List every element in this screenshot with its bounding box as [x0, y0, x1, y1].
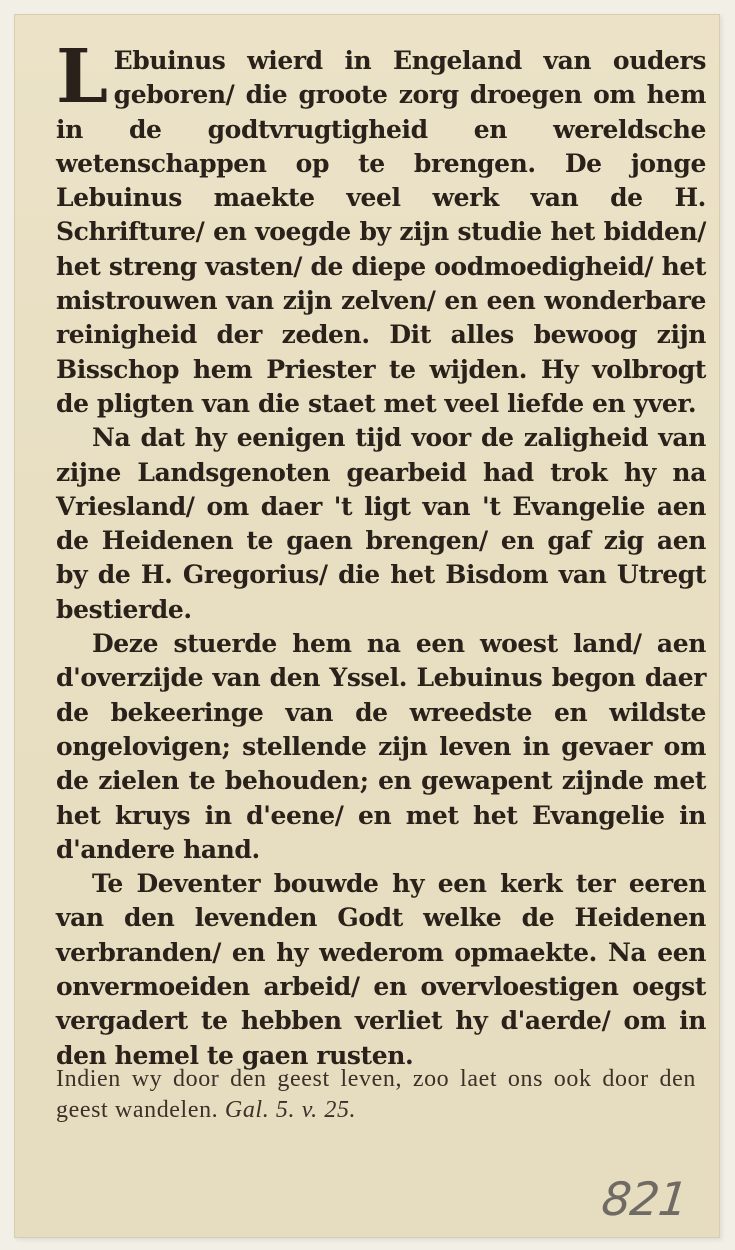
paragraph-3: Deze stuerde hem na een woest land/ aen d'overzijde van den Yssel. Lebuinus begon daer de bekeeringe van de wreedste en wildste ongelovigen; stellende zijn leven in gevaer om de zielen te behouden; en gewapent zijnde met het kruys in d'eene/ en met het Evangelie in d'andere hand. — [56, 629, 706, 864]
scripture-reference: Gal. 5. v. 25. — [224, 1097, 357, 1123]
paragraph-4: Te Deventer bouwde hy een kerk ter eeren van den levenden Godt welke de Heidenen verbranden/ en hy wederom opmaekte. Na een onvermoeiden arbeid/ en overvloestigen oegst vergadert te hebben verliet hy d'aerde/ om in den hemel te gaen rusten. — [56, 869, 706, 1070]
scripture-note — [56, 1064, 696, 1126]
drop-cap: L — [56, 34, 108, 120]
body-text — [56, 34, 706, 1073]
paragraph-1-text: Ebuinus wierd in Engeland van ouders geboren/ die groote zorg droegen om hem in de godtvrugtigheid en wereldsche wetenschappen op te brengen. De jonge Lebuinus maekte veel werk van de H. Schrifture/ en voegde by zijn studie het bidden/ het streng vasten/ de diepe oodmoedigheid/ het mistrouwen van zijn zelven/ en een wonderbare reinigheid der zeden. Dit alles bewoog zijn Bisschop hem Priester te wijden. Hy volbrogt de pligten van die staet met veel liefde en yver. — [56, 46, 706, 418]
catalog-number: 821 — [599, 1172, 690, 1226]
scripture-quote: Indien wy door den geest leven, zoo laet ons ook door den geest wandelen. — [56, 1066, 696, 1123]
paragraph-1 — [56, 34, 706, 421]
paragraph-2: Na dat hy eenigen tijd voor de zaligheid van zijne Landsgenoten gearbeid had trok hy na Vriesland/ om daer 't ligt van 't Evangelie aen de Heidenen te gaen brengen/ en gaf zig aen by de H. Gregorius/ die het Bisdom van Utregt bestierde. — [56, 423, 706, 624]
